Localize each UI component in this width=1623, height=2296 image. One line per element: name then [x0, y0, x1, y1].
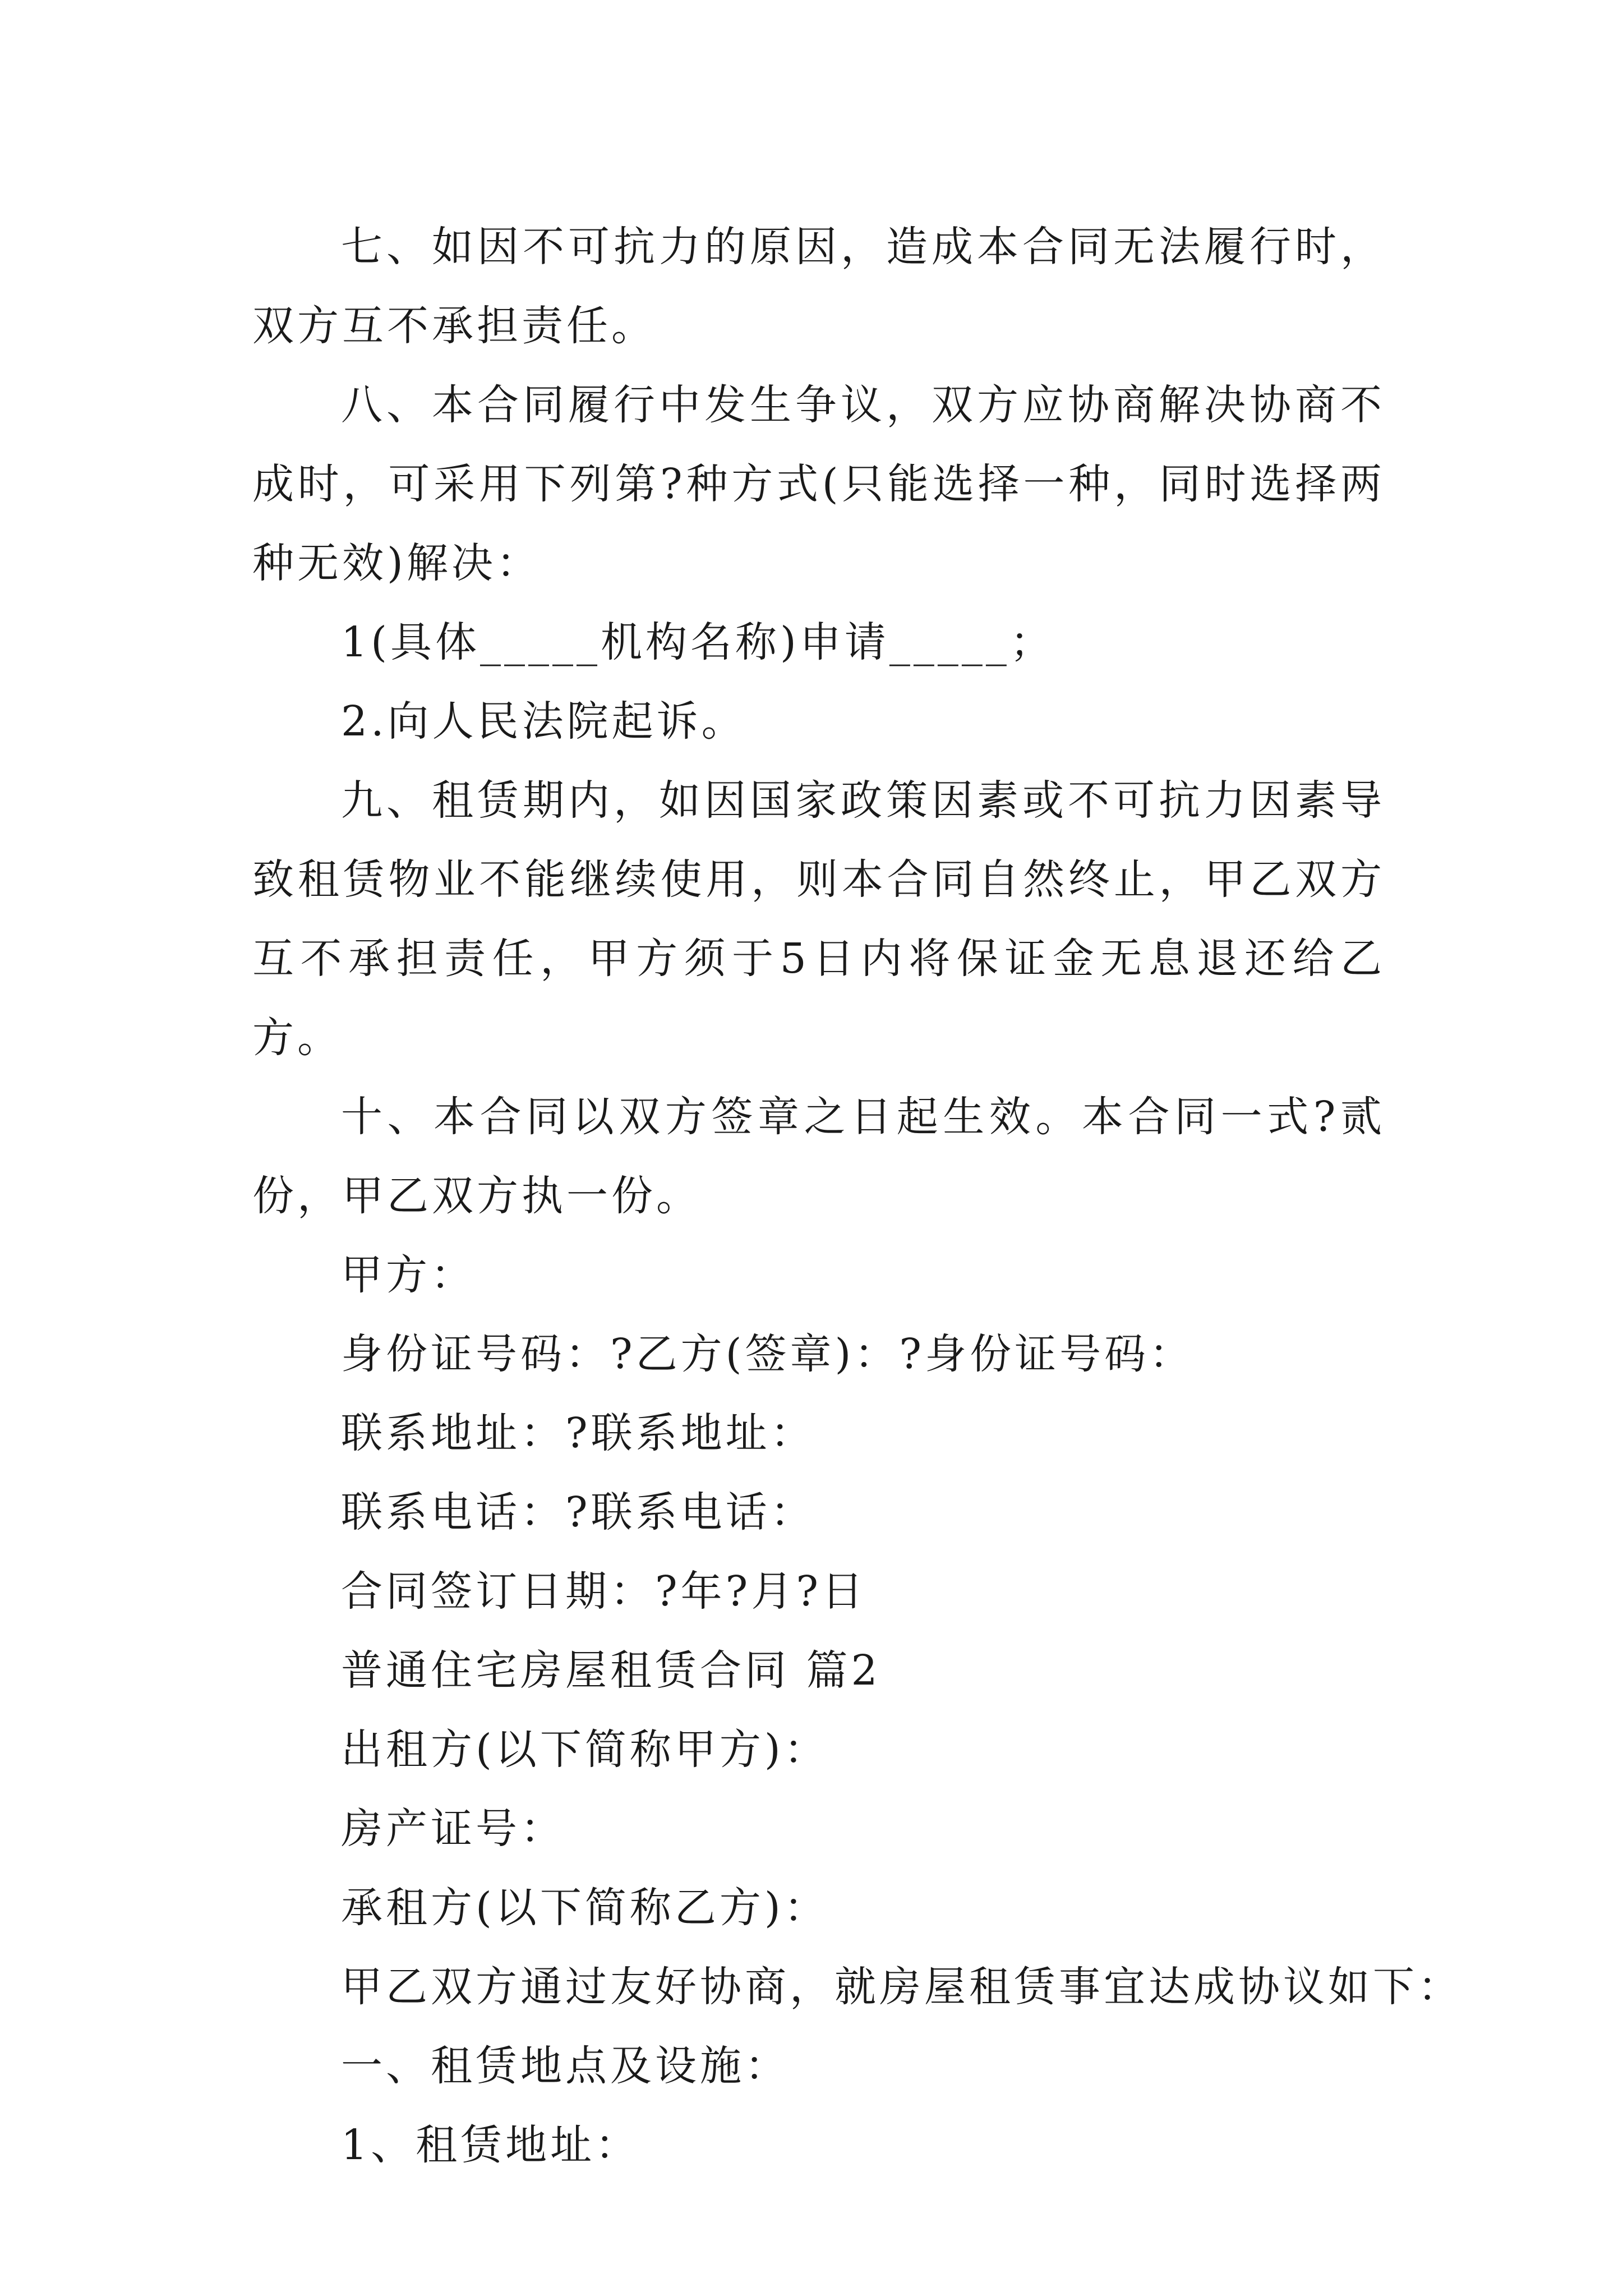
lease-address-line: 1、租赁地址： [341, 2121, 640, 2169]
clause-8-option-1: 1(具体_____机构名称)申请_____； [341, 618, 1055, 666]
agreement-intro: 甲乙双方通过友好协商，就房屋租赁事宜达成协议如下： [341, 1963, 1463, 2011]
clause-8: 八、本合同履行中发生争议，双方应协商解决协商不成时，可采用下列第?种方式(只能选择一种，同时选择两种无效)解决： [252, 381, 1385, 587]
clause-8-option-2: 2.向人民法院起诉。 [341, 697, 746, 746]
signing-date-line: 合同签订日期：?年?月?日 [341, 1567, 867, 1616]
property-cert-line: 房产证号： [341, 1805, 565, 1853]
contract-body [252, 208, 1463, 2185]
section-heading: 普通住宅房屋租赁合同 篇2 [341, 1646, 881, 1695]
contact-phone-line: 联系电话：?联系电话： [341, 1488, 815, 1536]
party-a-label: 甲方： [341, 1251, 476, 1299]
clause-1-heading: 一、租赁地点及设施： [341, 2042, 790, 2090]
clause-10: 十、本合同以双方签章之日起生效。本合同一式?贰份，甲乙双方执一份。 [252, 1093, 1385, 1220]
contact-address-line: 联系地址：?联系地址： [341, 1409, 815, 1457]
lessee-line: 承租方(以下简称乙方)： [341, 1884, 829, 1932]
clause-9: 九、租赁期内，如因国家政策因素或不可抗力因素导致租赁物业不能继续使用，则本合同自然终止，甲乙双方互不承担责任，甲方须于5日内将保证金无息退还给乙方。 [252, 776, 1385, 1062]
lessor-line: 出租方(以下简称甲方)： [341, 1726, 829, 1774]
clause-7: 七、如因不可抗力的原因，造成本合同无法履行时，双方互不承担责任。 [252, 223, 1385, 350]
id-number-line: 身份证号码：?乙方(签章)：?身份证号码： [341, 1330, 1195, 1378]
